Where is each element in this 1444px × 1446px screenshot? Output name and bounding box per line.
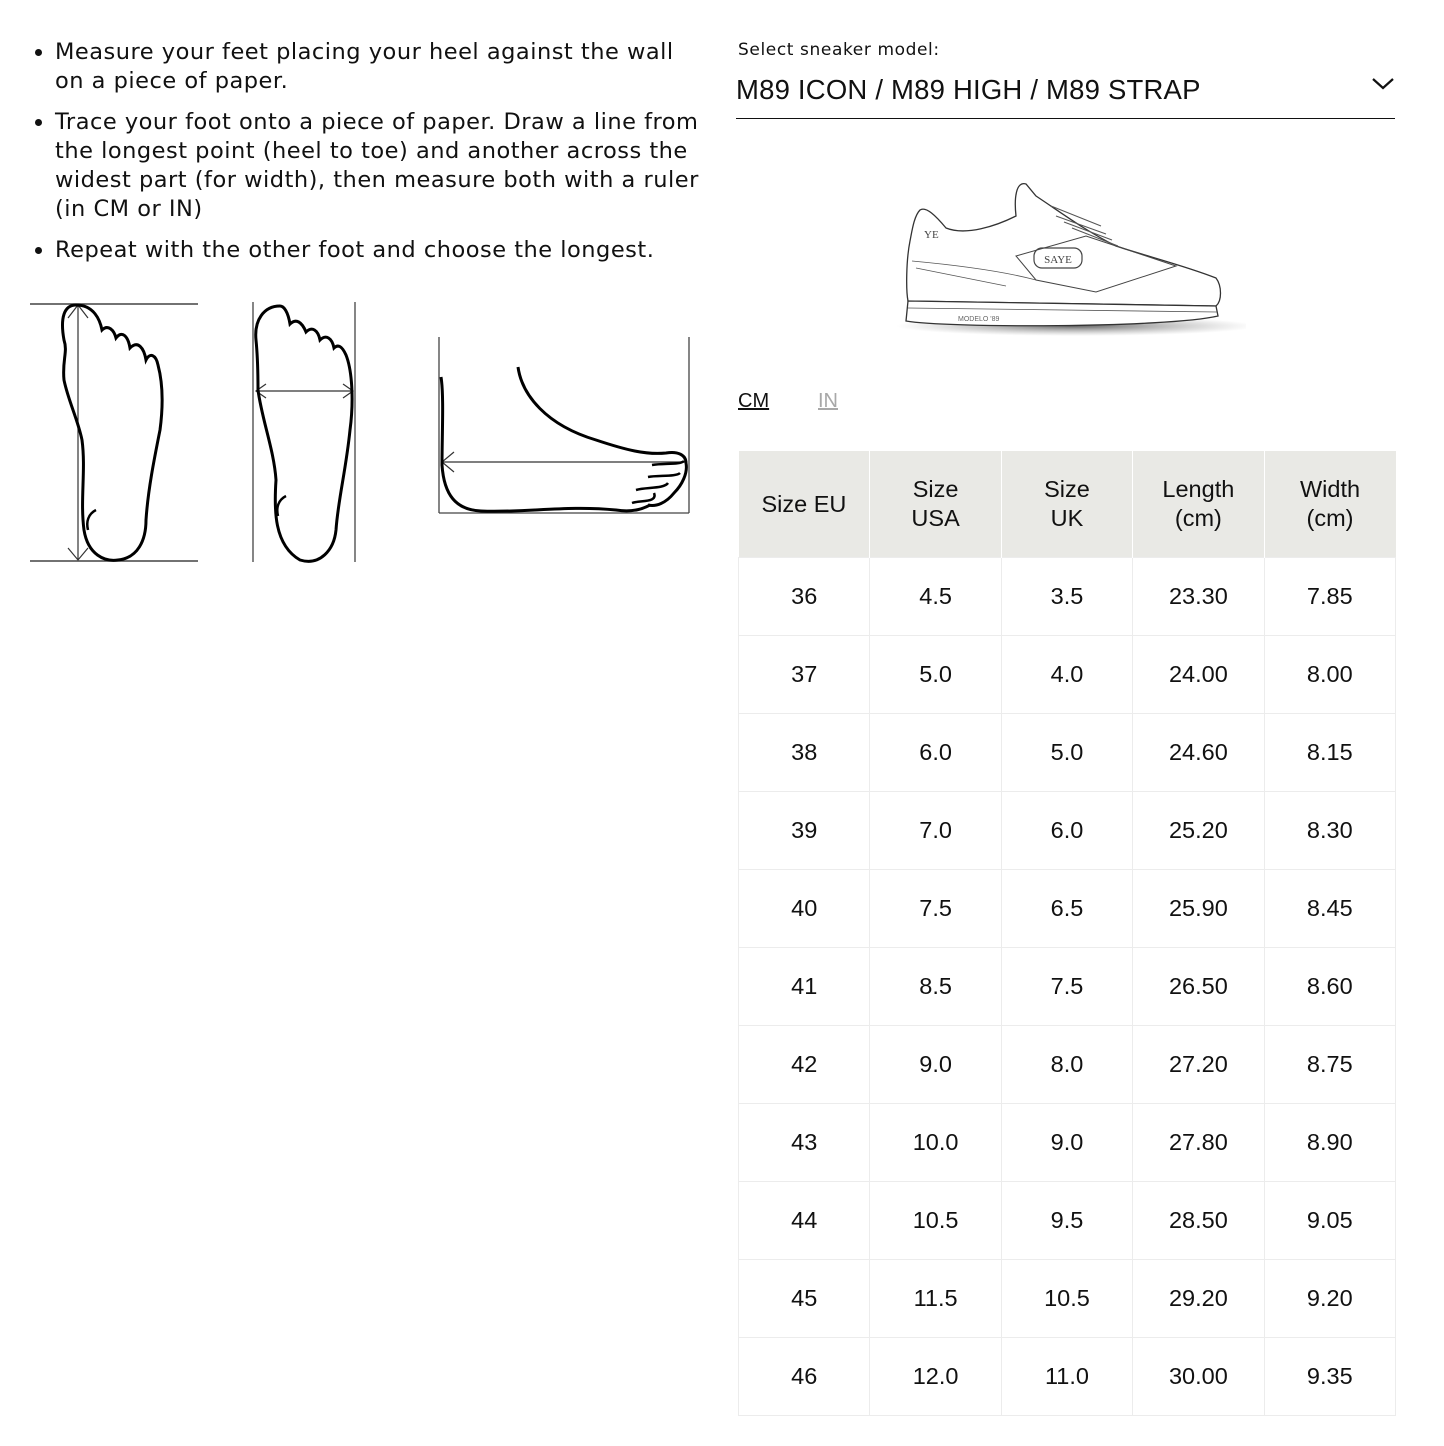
foot-diagrams [0, 290, 700, 580]
cell-usa: 11.5 [870, 1260, 1001, 1338]
table-row [739, 636, 1396, 714]
table-row [739, 948, 1396, 1026]
header-width: Width (cm) [1264, 451, 1395, 558]
model-select-label: Select sneaker model: [738, 40, 940, 60]
table-row [739, 870, 1396, 948]
cell-usa: 12.0 [870, 1338, 1001, 1416]
header-size-uk: Size UK [1001, 451, 1132, 558]
table-row [739, 1338, 1396, 1416]
foot-side-diagram [436, 335, 692, 517]
table-row [739, 558, 1396, 636]
cell-uk: 10.5 [1001, 1260, 1132, 1338]
cell-uk: 4.0 [1001, 636, 1132, 714]
cell-usa: 8.5 [870, 948, 1001, 1026]
sneaker-image [886, 176, 1246, 346]
svg-text:MODELO '89: MODELO '89 [958, 316, 1000, 323]
unit-cm-tab[interactable]: CM [738, 390, 770, 412]
instructions-list [30, 38, 705, 277]
cell-eu: 40 [739, 870, 870, 948]
cell-length: 27.20 [1133, 1026, 1264, 1104]
cell-width: 9.35 [1264, 1338, 1395, 1416]
table-row [739, 792, 1396, 870]
cell-usa: 6.0 [870, 714, 1001, 792]
cell-length: 24.60 [1133, 714, 1264, 792]
cell-usa: 7.5 [870, 870, 1001, 948]
unit-in-tab[interactable]: IN [818, 390, 838, 412]
table-row [739, 1260, 1396, 1338]
cell-usa: 9.0 [870, 1026, 1001, 1104]
cell-width: 7.85 [1264, 558, 1395, 636]
cell-eu: 44 [739, 1182, 870, 1260]
cell-width: 8.60 [1264, 948, 1395, 1026]
cell-eu: 38 [739, 714, 870, 792]
cell-eu: 36 [739, 558, 870, 636]
header-size-usa: Size USA [870, 451, 1001, 558]
table-header-row [739, 451, 1396, 558]
cell-usa: 4.5 [870, 558, 1001, 636]
cell-width: 8.15 [1264, 714, 1395, 792]
cell-uk: 8.0 [1001, 1026, 1132, 1104]
cell-eu: 39 [739, 792, 870, 870]
cell-uk: 9.5 [1001, 1182, 1132, 1260]
cell-uk: 3.5 [1001, 558, 1132, 636]
cell-width: 8.90 [1264, 1104, 1395, 1182]
cell-eu: 45 [739, 1260, 870, 1338]
cell-length: 29.20 [1133, 1260, 1264, 1338]
cell-eu: 37 [739, 636, 870, 714]
cell-uk: 6.5 [1001, 870, 1132, 948]
cell-usa: 10.5 [870, 1182, 1001, 1260]
cell-usa: 7.0 [870, 792, 1001, 870]
table-row [739, 714, 1396, 792]
cell-length: 25.20 [1133, 792, 1264, 870]
cell-uk: 11.0 [1001, 1338, 1132, 1416]
cell-uk: 9.0 [1001, 1104, 1132, 1182]
cell-length: 23.30 [1133, 558, 1264, 636]
cell-eu: 46 [739, 1338, 870, 1416]
cell-uk: 5.0 [1001, 714, 1132, 792]
cell-width: 9.05 [1264, 1182, 1395, 1260]
cell-uk: 7.5 [1001, 948, 1132, 1026]
cell-usa: 10.0 [870, 1104, 1001, 1182]
header-size-eu: Size EU [739, 451, 870, 558]
cell-length: 27.80 [1133, 1104, 1264, 1182]
cell-width: 9.20 [1264, 1260, 1395, 1338]
cell-usa: 5.0 [870, 636, 1001, 714]
cell-uk: 6.0 [1001, 792, 1132, 870]
foot-length-diagram [30, 300, 202, 566]
model-select-dropdown[interactable] [736, 70, 1395, 119]
svg-text:YE: YE [924, 229, 939, 241]
cell-length: 30.00 [1133, 1338, 1264, 1416]
cell-width: 8.45 [1264, 870, 1395, 948]
chevron-down-icon[interactable] [1371, 74, 1395, 92]
cell-eu: 41 [739, 948, 870, 1026]
cell-width: 8.75 [1264, 1026, 1395, 1104]
size-chart-table [738, 451, 1396, 1416]
cell-width: 8.30 [1264, 792, 1395, 870]
model-select-value: M89 ICON / M89 HIGH / M89 STRAP [736, 74, 1201, 105]
instruction-item: • Trace your foot onto a piece of paper. Draw a line from the longest point (heel to toe) and another across the widest part (for width), then measure both with a ruler (in CM or IN) [55, 108, 705, 224]
cell-width: 8.00 [1264, 636, 1395, 714]
table-row [739, 1182, 1396, 1260]
table-row [739, 1026, 1396, 1104]
cell-length: 24.00 [1133, 636, 1264, 714]
foot-width-diagram [250, 300, 360, 566]
header-length: Length (cm) [1133, 451, 1264, 558]
instruction-item: • Repeat with the other foot and choose the longest. [55, 236, 705, 265]
table-row [739, 1104, 1396, 1182]
cell-length: 25.90 [1133, 870, 1264, 948]
cell-length: 28.50 [1133, 1182, 1264, 1260]
cell-length: 26.50 [1133, 948, 1264, 1026]
svg-text:SAYE: SAYE [1044, 254, 1072, 266]
instruction-item: • Measure your feet placing your heel against the wall on a piece of paper. [55, 38, 705, 96]
cell-eu: 42 [739, 1026, 870, 1104]
cell-eu: 43 [739, 1104, 870, 1182]
